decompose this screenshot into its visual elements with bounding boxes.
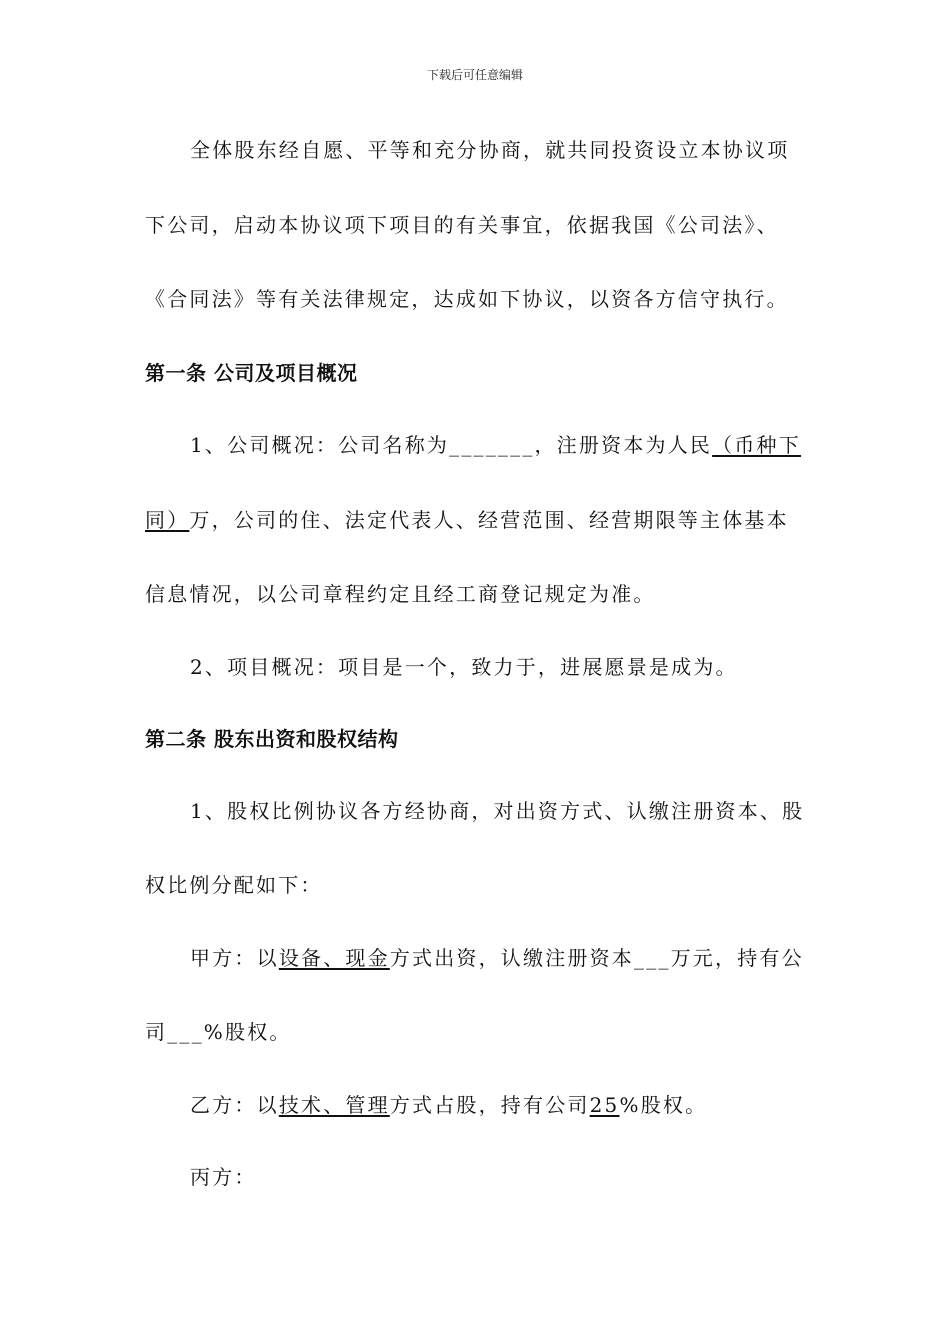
company-overview-line-3: 信息情况，以公司章程约定且经工商登记规定为准。 xyxy=(145,582,656,606)
equity-ratio-line-1: 1、股权比例协议各方经协商，对出资方式、认缴注册资本、股 xyxy=(190,799,805,823)
page-header-note: 下载后可任意编辑 xyxy=(426,68,523,82)
party-c-line: 丙方： xyxy=(190,1165,257,1189)
party-a-line-1 xyxy=(190,946,804,970)
company-overview-text: 1、公司概况：公司名称为_______，注册资本为人民 xyxy=(190,433,713,457)
article-2-heading: 第二条 股东出资和股权结构 xyxy=(145,727,399,751)
company-overview-line-1 xyxy=(190,433,801,457)
party-a-contribution: 设备、现金 xyxy=(278,946,390,970)
equity-ratio-line-2: 权比例分配如下： xyxy=(145,873,323,897)
party-a-terms: 方式出资，认缴注册资本___万元，持有公 xyxy=(389,946,804,970)
party-b-terms: 方式占股，持有公司 xyxy=(389,1093,590,1117)
party-b-label: 乙方：以 xyxy=(190,1093,279,1117)
party-a-line-2: 司___%股权。 xyxy=(145,1020,292,1044)
currency-note-underlined-cont: 同） xyxy=(145,508,190,532)
party-b-contribution: 技术、管理 xyxy=(278,1093,390,1117)
company-overview-text-2: 万，公司的住、法定代表人、经营范围、经营期限等主体基本 xyxy=(189,508,789,532)
company-overview-line-2 xyxy=(145,508,789,532)
article-1-heading: 第一条 公司及项目概况 xyxy=(145,361,358,385)
party-a-label: 甲方：以 xyxy=(190,946,279,970)
project-overview: 2、项目概况：项目是一个，致力于，进展愿景是成为。 xyxy=(190,655,738,679)
currency-note-underlined: （币种下 xyxy=(712,433,801,457)
intro-line-1: 全体股东经自愿、平等和充分协商，就共同投资设立本协议项 xyxy=(190,138,790,162)
intro-line-3: 《合同法》等有关法律规定，达成如下协议，以资各方信守执行。 xyxy=(145,287,789,311)
intro-line-2: 下公司，启动本协议项下项目的有关事宜，依据我国《公司法》、 xyxy=(145,213,779,237)
party-b-line xyxy=(190,1093,707,1117)
party-b-share: 25 xyxy=(589,1093,620,1117)
party-b-percent: %股权。 xyxy=(619,1093,708,1117)
